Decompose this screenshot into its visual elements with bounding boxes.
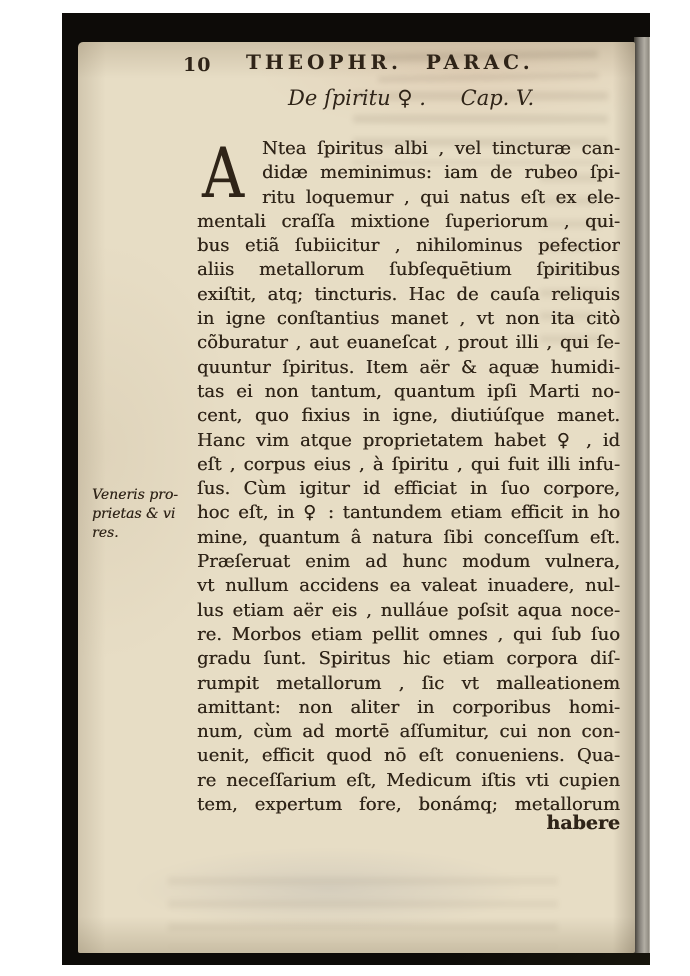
scan-frame [62,13,650,965]
show-through-smudge [168,877,558,947]
body-line: re. Morbos etiam pellit omnes , qui ſub ſuo [197,623,620,645]
catchword: habere [546,812,620,834]
body-line: tas ei non tantum, quantum ipſi Marti no- [197,380,620,402]
body-line: exiſtit, atq; tincturis. Hac de cauſa reliquis [197,283,620,305]
margin-note-line: res. [92,525,119,541]
body-line: cent, quo fixius in igne, diutiúſque manet. [197,405,620,427]
body-line: vt nullum accidens ea valeat inuadere, nul- [197,575,620,597]
body-line: Ntea ſpiritus albi , vel tincturæ can- [262,138,620,159]
chapter-heading-title: De ſpiritu ♀ . [288,86,426,110]
body-line: re neceſſarium eſt, Medicum iſtis vti cupien [197,769,620,791]
body-line: bus etiã ſubiicitur , nihilominus pefectior [197,235,620,257]
body-line: aliis metallorum ſubſequētium ſpiritibus [197,259,620,281]
body-line: hoc eſt, in ♀ : tantundem etiam efficit in ho [197,502,620,524]
margin-note-line: prietas & vi [92,506,176,522]
margin-note [92,486,200,543]
body-line: eſt , corpus eius , à ſpiritu , qui fuit illi infu- [197,453,620,475]
body-line: amittant: non aliter in corporibus homi- [197,696,620,718]
body-line: gradu ſunt. Spiritus hic etiam corpora diſ- [197,648,620,670]
body-line: ſus. Cùm igitur id efficiat in ſuo corpore, [197,478,620,500]
body-line: ritu loquemur , qui natus eſt ex ele- [262,186,620,208]
running-header: THEOPHR. PARAC. [246,50,534,74]
body-line: num, cùm ad mortē aſſumitur, cui non con- [197,721,620,743]
drop-cap: A [202,134,244,214]
margin-note-line: Veneris pro- [92,487,179,503]
body-line: rumpit metallorum , ſic vt malleationem [197,672,620,694]
body-line: didæ meminimus: iam de rubeo ſpi- [262,162,620,184]
body-line: Hanc vim atque proprietatem habet ♀ , id [197,429,620,451]
book-page [78,42,635,953]
body-line: uenit, efficit quod nō eſt conueniens. Qua- [197,745,620,767]
body-line: mine, quantum â natura ſibi conceſſum eſt. [197,526,620,548]
body-line: lus etiam aër eis , nulláue poſsit aqua noce- [197,599,620,621]
book-fore-edge [634,37,650,953]
chapter-heading [288,86,534,110]
body-line: Præſeruat enim ad hunc modum vulnera, [197,551,620,573]
page-number: 10 [183,54,212,76]
body-line: cõburatur , aut euaneſcat , prout illi , qui ſe- [197,332,620,354]
body-line: tem, expertum fore, bonámq; metallorum [197,794,620,816]
body-line: mentali craſſa mixtione ſuperiorum , qui- [197,210,620,232]
chapter-heading-number: Cap. V. [460,86,535,110]
body-line: in igne conſtantius manet , vt non ita citò [197,308,620,330]
body-text [197,134,620,817]
body-line: quuntur ſpiritus. Item aër & aquæ humidi- [197,356,620,378]
